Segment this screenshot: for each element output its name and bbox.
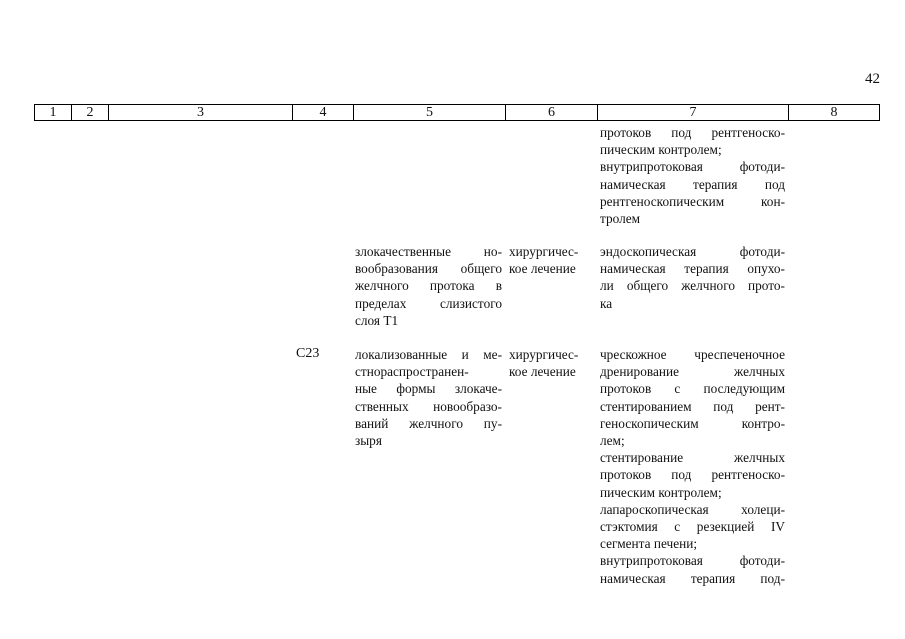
text-line: зыря [355, 433, 382, 449]
text-line: слоя T1 [355, 312, 399, 328]
text-line: стнораспространен- [355, 364, 469, 380]
text-line: хирургичес- [509, 244, 579, 259]
text-line: пределах слизистого [355, 295, 502, 311]
text-line: ственных новообразо- [355, 398, 502, 414]
table-header-row [34, 104, 880, 121]
block1-col7-text [600, 124, 785, 227]
text-line: рентгеноскопическим кон- [600, 193, 785, 209]
text-line: протоков под рентгеноско- [600, 467, 785, 483]
text-line: стэктомия с резекцией IV [600, 519, 785, 535]
text-line: пическим контролем; [600, 142, 722, 158]
header-col-7: 7 [598, 105, 789, 120]
text-line: стентирование желчных [600, 450, 785, 466]
block2-col5-text [355, 243, 502, 329]
text-line: ли общего желчного прото- [600, 278, 785, 294]
text-line: внутрипротоковая фотоди- [600, 553, 785, 569]
text-line: хирургичес- [509, 347, 579, 362]
block2-col6-text [509, 243, 589, 277]
text-line: кое лечение [509, 364, 576, 380]
header-col-6: 6 [506, 105, 598, 120]
text-line: протоков под рентгеноско- [600, 125, 785, 140]
text-line: намическая терапия опухо- [600, 261, 785, 277]
block2-col7-text [600, 243, 785, 312]
text-line: намическая терапия под- [600, 570, 785, 586]
header-col-4: 4 [293, 105, 354, 120]
text-line: кое лечение [509, 261, 576, 277]
block3-col7-text [600, 346, 785, 587]
block3-col6-text [509, 346, 589, 380]
text-line: ные формы злокаче- [355, 381, 502, 397]
text-line: ка [600, 295, 613, 311]
header-col-3: 3 [109, 105, 293, 120]
block3-col5-text [355, 346, 502, 449]
text-line: лапароскопическая холеци- [600, 501, 785, 517]
header-col-1: 1 [35, 105, 72, 120]
header-col-5: 5 [354, 105, 506, 120]
text-line: протоков с последующим [600, 381, 785, 397]
text-line: чрескожное чреспеченочное [600, 347, 785, 362]
text-line: намическая терапия под [600, 176, 785, 192]
text-line: тролем [600, 211, 641, 227]
text-line: лем; [600, 433, 625, 449]
block3-col4-code: C23 [296, 346, 320, 361]
text-line: эндоскопическая фотоди- [600, 244, 785, 259]
text-line: локализованные и ме- [355, 347, 502, 362]
text-line: желчного протока в [355, 278, 502, 294]
text-line: дренирование желчных [600, 364, 785, 380]
text-line: сегмента печени; [600, 536, 698, 552]
text-line: стентированием под рент- [600, 398, 785, 414]
text-line: внутрипротоковая фотоди- [600, 159, 785, 175]
page-number: 42 [865, 71, 880, 87]
text-line: злокачественные но- [355, 244, 502, 259]
header-col-8: 8 [830, 105, 838, 120]
text-line: геноскопическим контро- [600, 415, 785, 431]
header-col-2: 2 [72, 105, 109, 120]
text-line: вообразования общего [355, 261, 502, 277]
text-line: пическим контролем; [600, 484, 722, 500]
text-line: ваний желчного пу- [355, 415, 502, 431]
